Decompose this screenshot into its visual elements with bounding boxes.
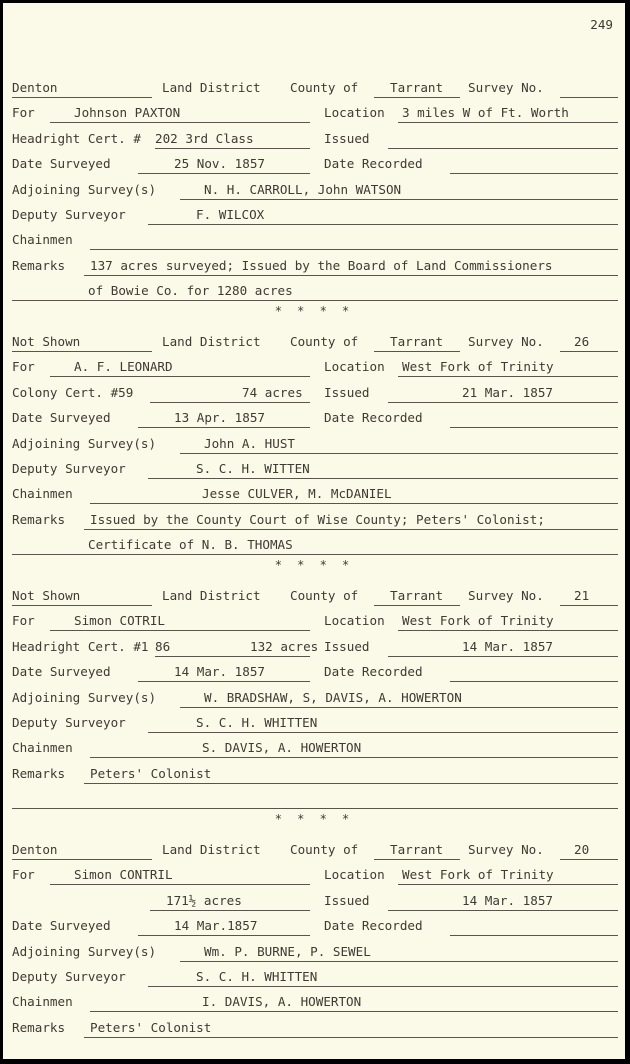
date-recorded-line xyxy=(450,409,618,428)
record-cert-row xyxy=(12,130,618,148)
deputy-value: S. C. H. WHITTEN xyxy=(196,715,318,730)
chainmen-value: Jesse CULVER, M. McDANIEL xyxy=(202,486,392,502)
issued-label: Issued xyxy=(324,638,370,654)
record-header-row xyxy=(12,79,618,97)
record-adjoining-row xyxy=(12,943,618,961)
remarks-continued-line xyxy=(12,790,618,809)
adjoining-label: Adjoining Survey(s) xyxy=(12,435,157,451)
cert-value: 171½ acres xyxy=(166,892,242,908)
record-separator: * * * * xyxy=(274,303,354,318)
for-label: For xyxy=(12,613,35,629)
record-remarks-row xyxy=(12,257,618,275)
date-recorded-label: Date Recorded xyxy=(324,664,423,680)
record-dates-row xyxy=(12,663,618,681)
remarks-continued-line xyxy=(12,1044,618,1059)
survey-no-value: 26 xyxy=(574,334,590,349)
record-deputy-row xyxy=(12,968,618,986)
record-for-row xyxy=(12,866,618,884)
deputy-label: Deputy Surveyor xyxy=(12,969,126,984)
adjoining-label: Adjoining Survey(s) xyxy=(12,943,157,959)
date-recorded-label: Date Recorded xyxy=(324,156,423,172)
date-surveyed-value: 25 Nov. 1857 xyxy=(174,156,265,172)
location-value: West Fork of Trinity xyxy=(402,359,554,375)
adjoining-value: Wm. P. BURNE, P. SEWEL xyxy=(204,943,371,959)
issued-label: Issued xyxy=(324,130,370,146)
date-recorded-line xyxy=(450,917,618,936)
remarks-label: Remarks xyxy=(12,765,66,781)
record-dates-row xyxy=(12,917,618,935)
chainmen-line xyxy=(90,231,618,250)
survey-no-line xyxy=(560,79,618,98)
record-deputy-row xyxy=(12,714,618,732)
record-cert-row xyxy=(12,384,618,402)
record-separator: * * * * xyxy=(274,557,354,572)
deputy-value: S. C. H. WHITTEN xyxy=(196,969,318,984)
date-recorded-line xyxy=(450,663,618,682)
record-adjoining-row xyxy=(12,181,618,199)
record-separator: * * * * xyxy=(274,811,354,826)
for-label: For xyxy=(12,867,35,883)
district-value: Not Shown xyxy=(12,588,81,603)
date-surveyed-value: 13 Apr. 1857 xyxy=(174,410,265,426)
cert-value: 86 xyxy=(155,638,171,654)
land-district-label: Land District xyxy=(162,334,261,349)
record-for-row xyxy=(12,104,618,122)
district-value: Denton xyxy=(12,842,58,857)
district-value: Denton xyxy=(12,80,58,95)
remarks-label: Remarks xyxy=(12,1019,66,1035)
issued-value: 14 Mar. 1857 xyxy=(462,892,553,908)
cert-acres-value: 132 acres xyxy=(250,638,319,654)
county-value: Tarrant xyxy=(390,588,444,603)
record-chainmen-row xyxy=(12,485,618,503)
record-remarks-continued-row xyxy=(12,790,618,808)
date-surveyed-value: 14 Mar. 1857 xyxy=(174,664,265,680)
for-label: For xyxy=(12,359,35,375)
county-of-label: County of xyxy=(290,842,359,857)
issued-value: 14 Mar. 1857 xyxy=(462,638,553,654)
adjoining-value: John A. HUST xyxy=(204,435,295,451)
land-district-label: Land District xyxy=(162,588,261,603)
record-header-row xyxy=(12,841,618,859)
date-recorded-label: Date Recorded xyxy=(324,410,423,426)
record-remarks-continued-row xyxy=(12,282,618,300)
chainmen-value: S. DAVIS, A. HOWERTON xyxy=(202,740,362,756)
deputy-label: Deputy Surveyor xyxy=(12,461,126,476)
record-adjoining-row xyxy=(12,689,618,707)
remarks-label: Remarks xyxy=(12,257,66,273)
survey-no-label: Survey No. xyxy=(468,588,544,603)
deputy-label: Deputy Surveyor xyxy=(12,715,126,730)
remarks-value: Peters' Colonist xyxy=(90,1019,212,1035)
date-surveyed-label: Date Surveyed xyxy=(12,156,111,172)
location-label: Location xyxy=(324,359,385,375)
land-district-label: Land District xyxy=(162,80,261,95)
survey-no-label: Survey No. xyxy=(468,842,544,857)
chainmen-label: Chainmen xyxy=(12,994,73,1010)
record-remarks-continued-row xyxy=(12,536,618,554)
date-surveyed-label: Date Surveyed xyxy=(12,664,111,680)
chainmen-label: Chainmen xyxy=(12,740,73,756)
deputy-value: S. C. H. WITTEN xyxy=(196,461,310,476)
record-dates-row xyxy=(12,409,618,427)
deputy-label: Deputy Surveyor xyxy=(12,207,126,222)
record-header-row xyxy=(12,333,618,351)
district-value: Not Shown xyxy=(12,334,81,349)
cert-value: 202 3rd Class xyxy=(155,130,254,146)
cert-label: Headright Cert. # xyxy=(12,130,141,146)
date-surveyed-value: 14 Mar.1857 xyxy=(174,918,258,934)
record-remarks-row xyxy=(12,1019,618,1037)
date-recorded-label: Date Recorded xyxy=(324,918,423,934)
adjoining-label: Adjoining Survey(s) xyxy=(12,689,157,705)
adjoining-value: W. BRADSHAW, S, DAVIS, A. HOWERTON xyxy=(204,689,462,705)
land-district-label: Land District xyxy=(162,842,261,857)
record-deputy-row xyxy=(12,460,618,478)
cert-value: 74 acres xyxy=(242,384,303,400)
for-value: A. F. LEONARD xyxy=(74,359,173,375)
record-remarks-row xyxy=(12,511,618,529)
chainmen-label: Chainmen xyxy=(12,232,73,248)
survey-no-value: 21 xyxy=(574,588,590,603)
deputy-value: F. WILCOX xyxy=(196,207,265,222)
location-label: Location xyxy=(324,105,385,121)
location-value: West Fork of Trinity xyxy=(402,613,554,629)
record-for-row xyxy=(12,612,618,630)
date-surveyed-label: Date Surveyed xyxy=(12,410,111,426)
for-value: Johnson PAXTON xyxy=(74,105,181,121)
chainmen-value: I. DAVIS, A. HOWERTON xyxy=(202,994,362,1010)
record-remarks-row xyxy=(12,765,618,783)
issued-label: Issued xyxy=(324,892,370,908)
county-value: Tarrant xyxy=(390,80,444,95)
record-deputy-row xyxy=(12,206,618,224)
page-number: 249 xyxy=(590,17,613,32)
record-cert-row xyxy=(12,638,618,656)
location-label: Location xyxy=(324,867,385,883)
county-value: Tarrant xyxy=(390,334,444,349)
location-value: West Fork of Trinity xyxy=(402,867,554,883)
issued-line xyxy=(388,130,618,149)
record-chainmen-row xyxy=(12,231,618,249)
adjoining-value: N. H. CARROLL, John WATSON xyxy=(204,181,402,197)
record-dates-row xyxy=(12,155,618,173)
for-label: For xyxy=(12,105,35,121)
remarks-continued-value: Certificate of N. B. THOMAS xyxy=(88,537,293,553)
cert-label: Colony Cert. #59 xyxy=(12,384,134,400)
record-for-row xyxy=(12,358,618,376)
record-chainmen-row xyxy=(12,993,618,1011)
adjoining-label: Adjoining Survey(s) xyxy=(12,181,157,197)
survey-no-label: Survey No. xyxy=(468,80,544,95)
remarks-value: 137 acres surveyed; Issued by the Board of Land Commissioners xyxy=(90,257,553,273)
remarks-value: Peters' Colonist xyxy=(90,765,212,781)
remarks-label: Remarks xyxy=(12,511,66,527)
remarks-value: Issued by the County Court of Wise County; Peters' Colonist; xyxy=(90,511,545,527)
record-adjoining-row xyxy=(12,435,618,453)
county-of-label: County of xyxy=(290,334,359,349)
issued-label: Issued xyxy=(324,384,370,400)
location-label: Location xyxy=(324,613,385,629)
record-remarks-continued-row xyxy=(12,1044,618,1059)
chainmen-label: Chainmen xyxy=(12,486,73,502)
cert-label: Headright Cert. #1 xyxy=(12,638,149,654)
county-value: Tarrant xyxy=(390,842,444,857)
location-value: 3 miles W of Ft. Worth xyxy=(402,105,569,121)
document-page xyxy=(3,3,625,1059)
issued-value: 21 Mar. 1857 xyxy=(462,384,553,400)
county-of-label: County of xyxy=(290,588,359,603)
date-recorded-line xyxy=(450,155,618,174)
record-cert-row xyxy=(12,892,618,910)
remarks-continued-value: of Bowie Co. for 1280 acres xyxy=(88,283,293,299)
record-header-row xyxy=(12,587,618,605)
county-of-label: County of xyxy=(290,80,359,95)
for-value: Simon COTRIL xyxy=(74,613,165,629)
for-value: Simon CONTRIL xyxy=(74,867,173,883)
date-surveyed-label: Date Surveyed xyxy=(12,918,111,934)
survey-no-label: Survey No. xyxy=(468,334,544,349)
survey-no-value: 20 xyxy=(574,842,590,857)
record-chainmen-row xyxy=(12,739,618,757)
